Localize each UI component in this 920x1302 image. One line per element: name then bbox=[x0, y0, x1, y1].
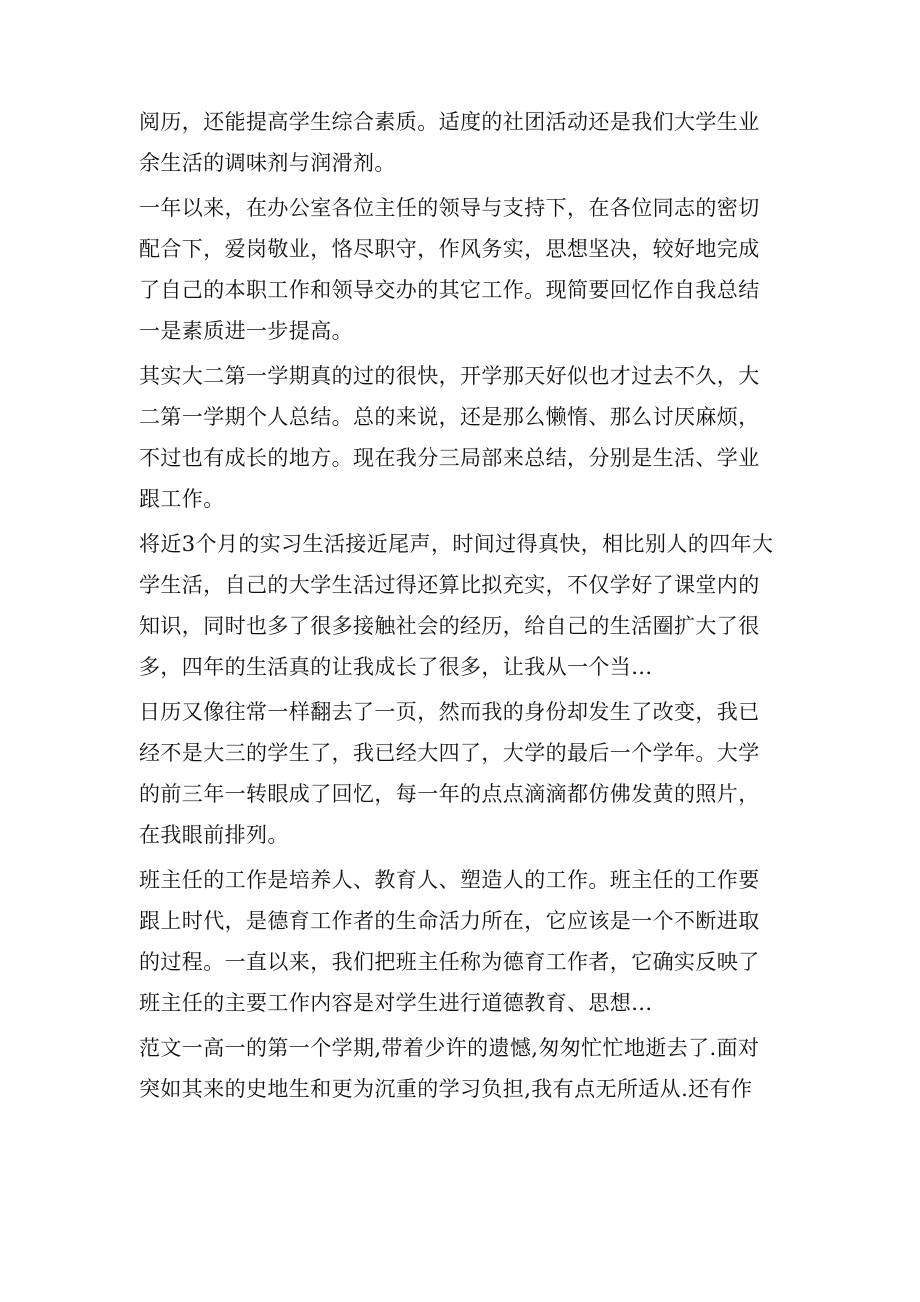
text-line: 班主任的主要工作内容是对学生进行道德教育、思想... bbox=[139, 991, 653, 1015]
text-line: 范文一高一的第一个学期,带着少许的遗憾,匆匆忙忙地逝去了.面对 bbox=[139, 1036, 760, 1060]
text-line: 跟工作。 bbox=[139, 487, 225, 511]
text-line: 跟上时代，是德育工作者的生命活力所在，它应该是一个不断进取 bbox=[139, 909, 760, 933]
text-line: 的前三年一转眼成了回忆，每一年的点点滴滴都仿佛发黄的照片， bbox=[139, 782, 760, 806]
text-line: 将近3个月的实习生活接近尾声，时间过得真快，相比别人的四年大 bbox=[139, 532, 774, 556]
text-line: 其实大二第一学期真的过的很快，开学那天好似也才过去不久，大 bbox=[139, 364, 760, 388]
text-line: 在我眼前排列。 bbox=[139, 823, 289, 847]
paragraph-3 bbox=[139, 356, 779, 520]
text-line: 学生活，自己的大学生活过得还算比拟充实，不仅学好了课堂内的 bbox=[139, 573, 760, 597]
text-line: 余生活的调味剂与润滑剂。 bbox=[139, 151, 396, 175]
document-body bbox=[139, 102, 779, 1114]
text-line: 二第一学期个人总结。总的来说，还是那么懒惰、那么讨厌麻烦， bbox=[139, 405, 760, 429]
text-line: 配合下，爱岗敬业，恪尽职守，作风务实，思想坚决，较好地完成 bbox=[139, 237, 760, 261]
text-line: 多，四年的生活真的让我成长了很多，让我从一个当... bbox=[139, 655, 653, 679]
text-line: 突如其来的史地生和更为沉重的学习负担,我有点无所适从.还有作 bbox=[139, 1077, 753, 1101]
text-line: 日历又像往常一样翻去了一页，然而我的身份却发生了改变，我已 bbox=[139, 700, 760, 724]
paragraph-2 bbox=[139, 188, 779, 352]
text-line: 阅历，还能提高学生综合素质。适度的社团活动还是我们大学生业 bbox=[139, 110, 760, 134]
text-line: 一是素质进一步提高。 bbox=[139, 319, 353, 343]
text-line: 的过程。一直以来，我们把班主任称为德育工作者，它确实反映了 bbox=[139, 950, 760, 974]
text-line: 经不是大三的学生了，我已经大四了，大学的最后一个学年。大学 bbox=[139, 741, 760, 765]
paragraph-5 bbox=[139, 692, 779, 856]
paragraph-1 bbox=[139, 102, 779, 184]
text-line: 不过也有成长的地方。现在我分三局部来总结，分别是生活、学业 bbox=[139, 446, 760, 470]
paragraph-6 bbox=[139, 860, 779, 1024]
text-line: 了自己的本职工作和领导交办的其它工作。现简要回忆作自我总结 bbox=[139, 278, 760, 302]
text-line: 知识，同时也多了很多接触社会的经历，给自己的生活圈扩大了很 bbox=[139, 614, 760, 638]
paragraph-4 bbox=[139, 524, 779, 688]
text-line: 班主任的工作是培养人、教育人、塑造人的工作。班主任的工作要 bbox=[139, 868, 760, 892]
paragraph-7 bbox=[139, 1028, 779, 1110]
text-line: 一年以来，在办公室各位主任的领导与支持下，在各位同志的密切 bbox=[139, 196, 760, 220]
